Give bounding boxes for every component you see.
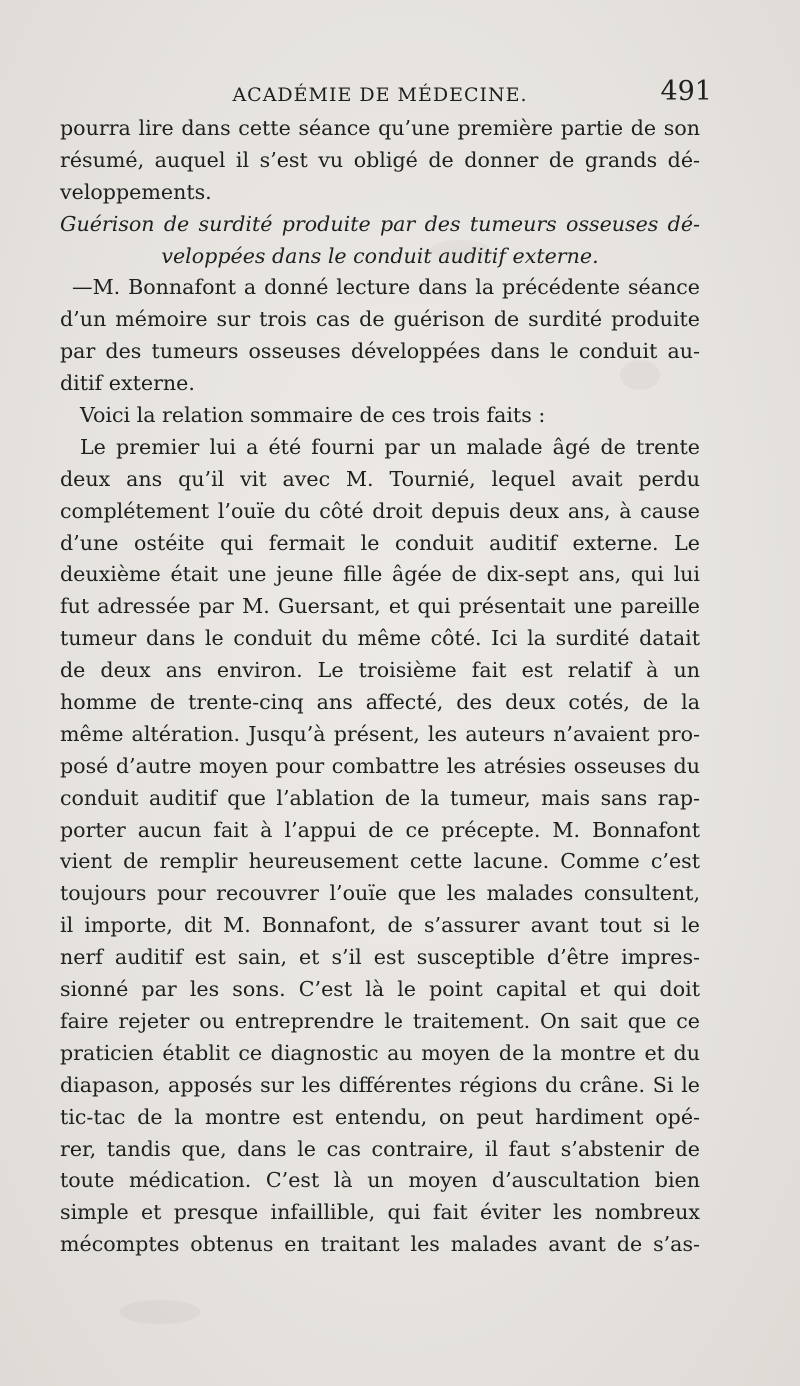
text-line: posé d’autre moyen pour combattre les atrésies osseuses du xyxy=(60,753,700,778)
text-line: même altération. Jusqu’à présent, les auteurs n’avaient pro- xyxy=(60,721,700,746)
text-line: nerf auditif est sain, et s’il est susceptible d’être impres- xyxy=(60,945,700,970)
text-line: diapason, apposés sur les différentes régions du crâne. Si le xyxy=(60,1072,700,1097)
text-line: Le premier lui a été fourni par un malade âgé de trente xyxy=(80,434,700,459)
text-line: ditif externe. xyxy=(60,371,195,396)
body-text xyxy=(60,113,700,1261)
text-line: faire rejeter ou entreprendre le traitement. On sait que ce xyxy=(60,1008,700,1033)
page-header xyxy=(48,76,712,110)
text-line: homme de trente-cinq ans affecté, des deux cotés, de la xyxy=(60,690,700,715)
text-line: pourra lire dans cette séance qu’une première partie de son xyxy=(60,116,700,140)
text-line: praticien établit ce diagnostic au moyen de la montre et du xyxy=(60,1040,700,1065)
text-line: porter aucun fait à l’appui de ce précepte. M. Bonnafont xyxy=(60,817,700,842)
text-line: tic-tac de la montre est entendu, on peut hardiment opé- xyxy=(60,1104,700,1129)
text-line: veloppements. xyxy=(60,179,212,204)
text-line: fut adressée par M. Guersant, et qui présentait une pareille xyxy=(60,594,700,619)
text-line: toujours pour recouvrer l’ouïe que les malades consultent, xyxy=(60,881,700,906)
section-title: veloppées dans le conduit auditif externe. xyxy=(161,243,599,268)
text-line: tumeur dans le conduit du même côté. Ici la surdité datait xyxy=(60,626,700,651)
text-line: deux ans qu’il vit avec M. Tournié, lequel avait perdu xyxy=(60,466,700,491)
text-line: complétement l’ouïe du côté droit depuis deux ans, à cause xyxy=(60,498,700,523)
text-line: —M. Bonnafont a donné lecture dans la précédente séance xyxy=(72,275,700,300)
text-line: simple et presque infaillible, qui fait éviter les nombreux xyxy=(60,1200,700,1225)
section-title: Guérison de surdité produite par des tumeurs osseuses dé- xyxy=(60,211,700,236)
text-line: Voici la relation sommaire de ces trois faits : xyxy=(80,403,546,428)
text-line: vient de remplir heureusement cette lacune. Comme c’est xyxy=(60,849,700,874)
text-line: de deux ans environ. Le troisième fait est relatif à un xyxy=(60,658,700,683)
text-line: par des tumeurs osseuses développées dans le conduit au- xyxy=(60,339,700,364)
text-line: rer, tandis que, dans le cas contraire, il faut s’abstenir de xyxy=(60,1136,700,1161)
page-number: 491 xyxy=(660,76,712,107)
text-line: conduit auditif que l’ablation de la tumeur, mais sans rap- xyxy=(60,785,700,810)
text-line: sionné par les sons. C’est là le point capital et qui doit xyxy=(60,977,700,1002)
text-line: résumé, auquel il s’est vu obligé de donner de grands dé- xyxy=(60,147,700,172)
text-line: d’une ostéite qui fermait le conduit auditif externe. Le xyxy=(60,530,700,555)
text-line: mécomptes obtenus en traitant les malades avant de s’as- xyxy=(60,1232,700,1257)
text-line: il importe, dit M. Bonnafont, de s’assurer avant tout si le xyxy=(60,913,700,938)
text-line: deuxième était une jeune fille âgée de dix-sept ans, qui lui xyxy=(60,562,700,587)
text-line: d’un mémoire sur trois cas de guérison de surdité produite xyxy=(60,307,700,332)
running-head: ACADÉMIE DE MÉDECINE. xyxy=(232,84,528,106)
text-line: toute médication. C’est là un moyen d’auscultation bien xyxy=(60,1168,700,1193)
